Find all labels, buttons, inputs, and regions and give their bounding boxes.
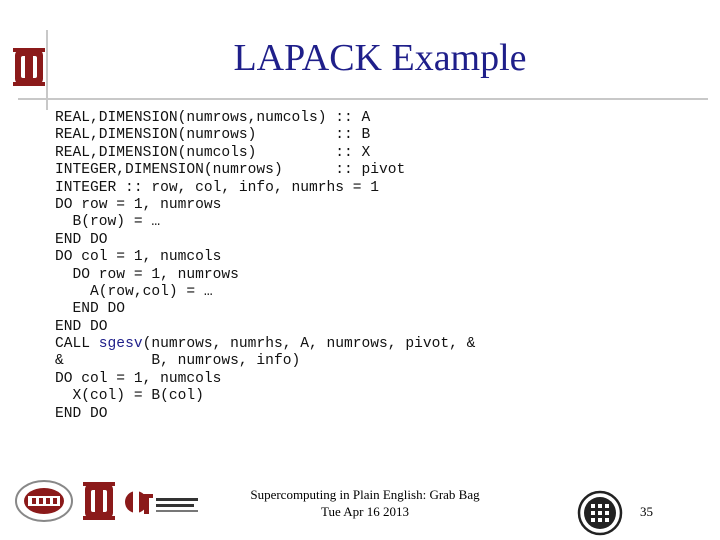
code-line: END DO xyxy=(55,318,108,335)
header-horizontal-rule xyxy=(18,98,708,100)
code-line: B(row) = … xyxy=(55,214,161,231)
footer-date: Tue Apr 16 2013 xyxy=(320,504,409,519)
call-prefix: CALL xyxy=(55,336,99,353)
code-line: REAL,DIMENSION(numcols) :: X xyxy=(55,144,371,161)
sgesv-keyword: sgesv xyxy=(98,336,143,353)
code-line: INTEGER,DIMENSION(numrows) :: pivot xyxy=(55,162,406,179)
code-line: END DO xyxy=(55,405,108,422)
code-line: DO col = 1, numcols xyxy=(55,249,222,266)
code-line: REAL,DIMENSION(numrows,numcols) :: A xyxy=(55,110,371,126)
code-line: DO row = 1, numrows xyxy=(55,266,239,283)
slide-title: LAPACK Example xyxy=(233,37,527,79)
code-line: DO col = 1, numcols xyxy=(55,370,222,387)
code-line: END DO xyxy=(55,301,126,318)
ou-logo-icon xyxy=(82,478,116,524)
grid-logo-icon xyxy=(577,490,623,536)
it-logo-icon xyxy=(122,478,202,524)
code-line: INTEGER :: row, col, info, numrhs = 1 xyxy=(55,179,380,196)
code-line: X(col) = B(col) xyxy=(55,388,204,405)
call-suffix: (numrows, numrhs, A, numrows, pivot, & xyxy=(142,336,476,353)
code-block xyxy=(55,110,475,423)
footer-text xyxy=(225,486,505,520)
code-line: REAL,DIMENSION(numrows) :: B xyxy=(55,127,371,144)
code-line: DO row = 1, numrows xyxy=(55,196,222,213)
code-line-sgesv-call xyxy=(55,336,475,353)
code-line: & B, numrows, info) xyxy=(55,353,301,370)
ou-logo-icon xyxy=(12,44,46,90)
code-line: END DO xyxy=(55,231,108,248)
oscer-logo-icon xyxy=(14,478,74,524)
page-number: 35 xyxy=(640,504,653,519)
footer-course-title: Supercomputing in Plain English: Grab Bag xyxy=(250,487,480,502)
code-line: A(row,col) = … xyxy=(55,283,213,300)
